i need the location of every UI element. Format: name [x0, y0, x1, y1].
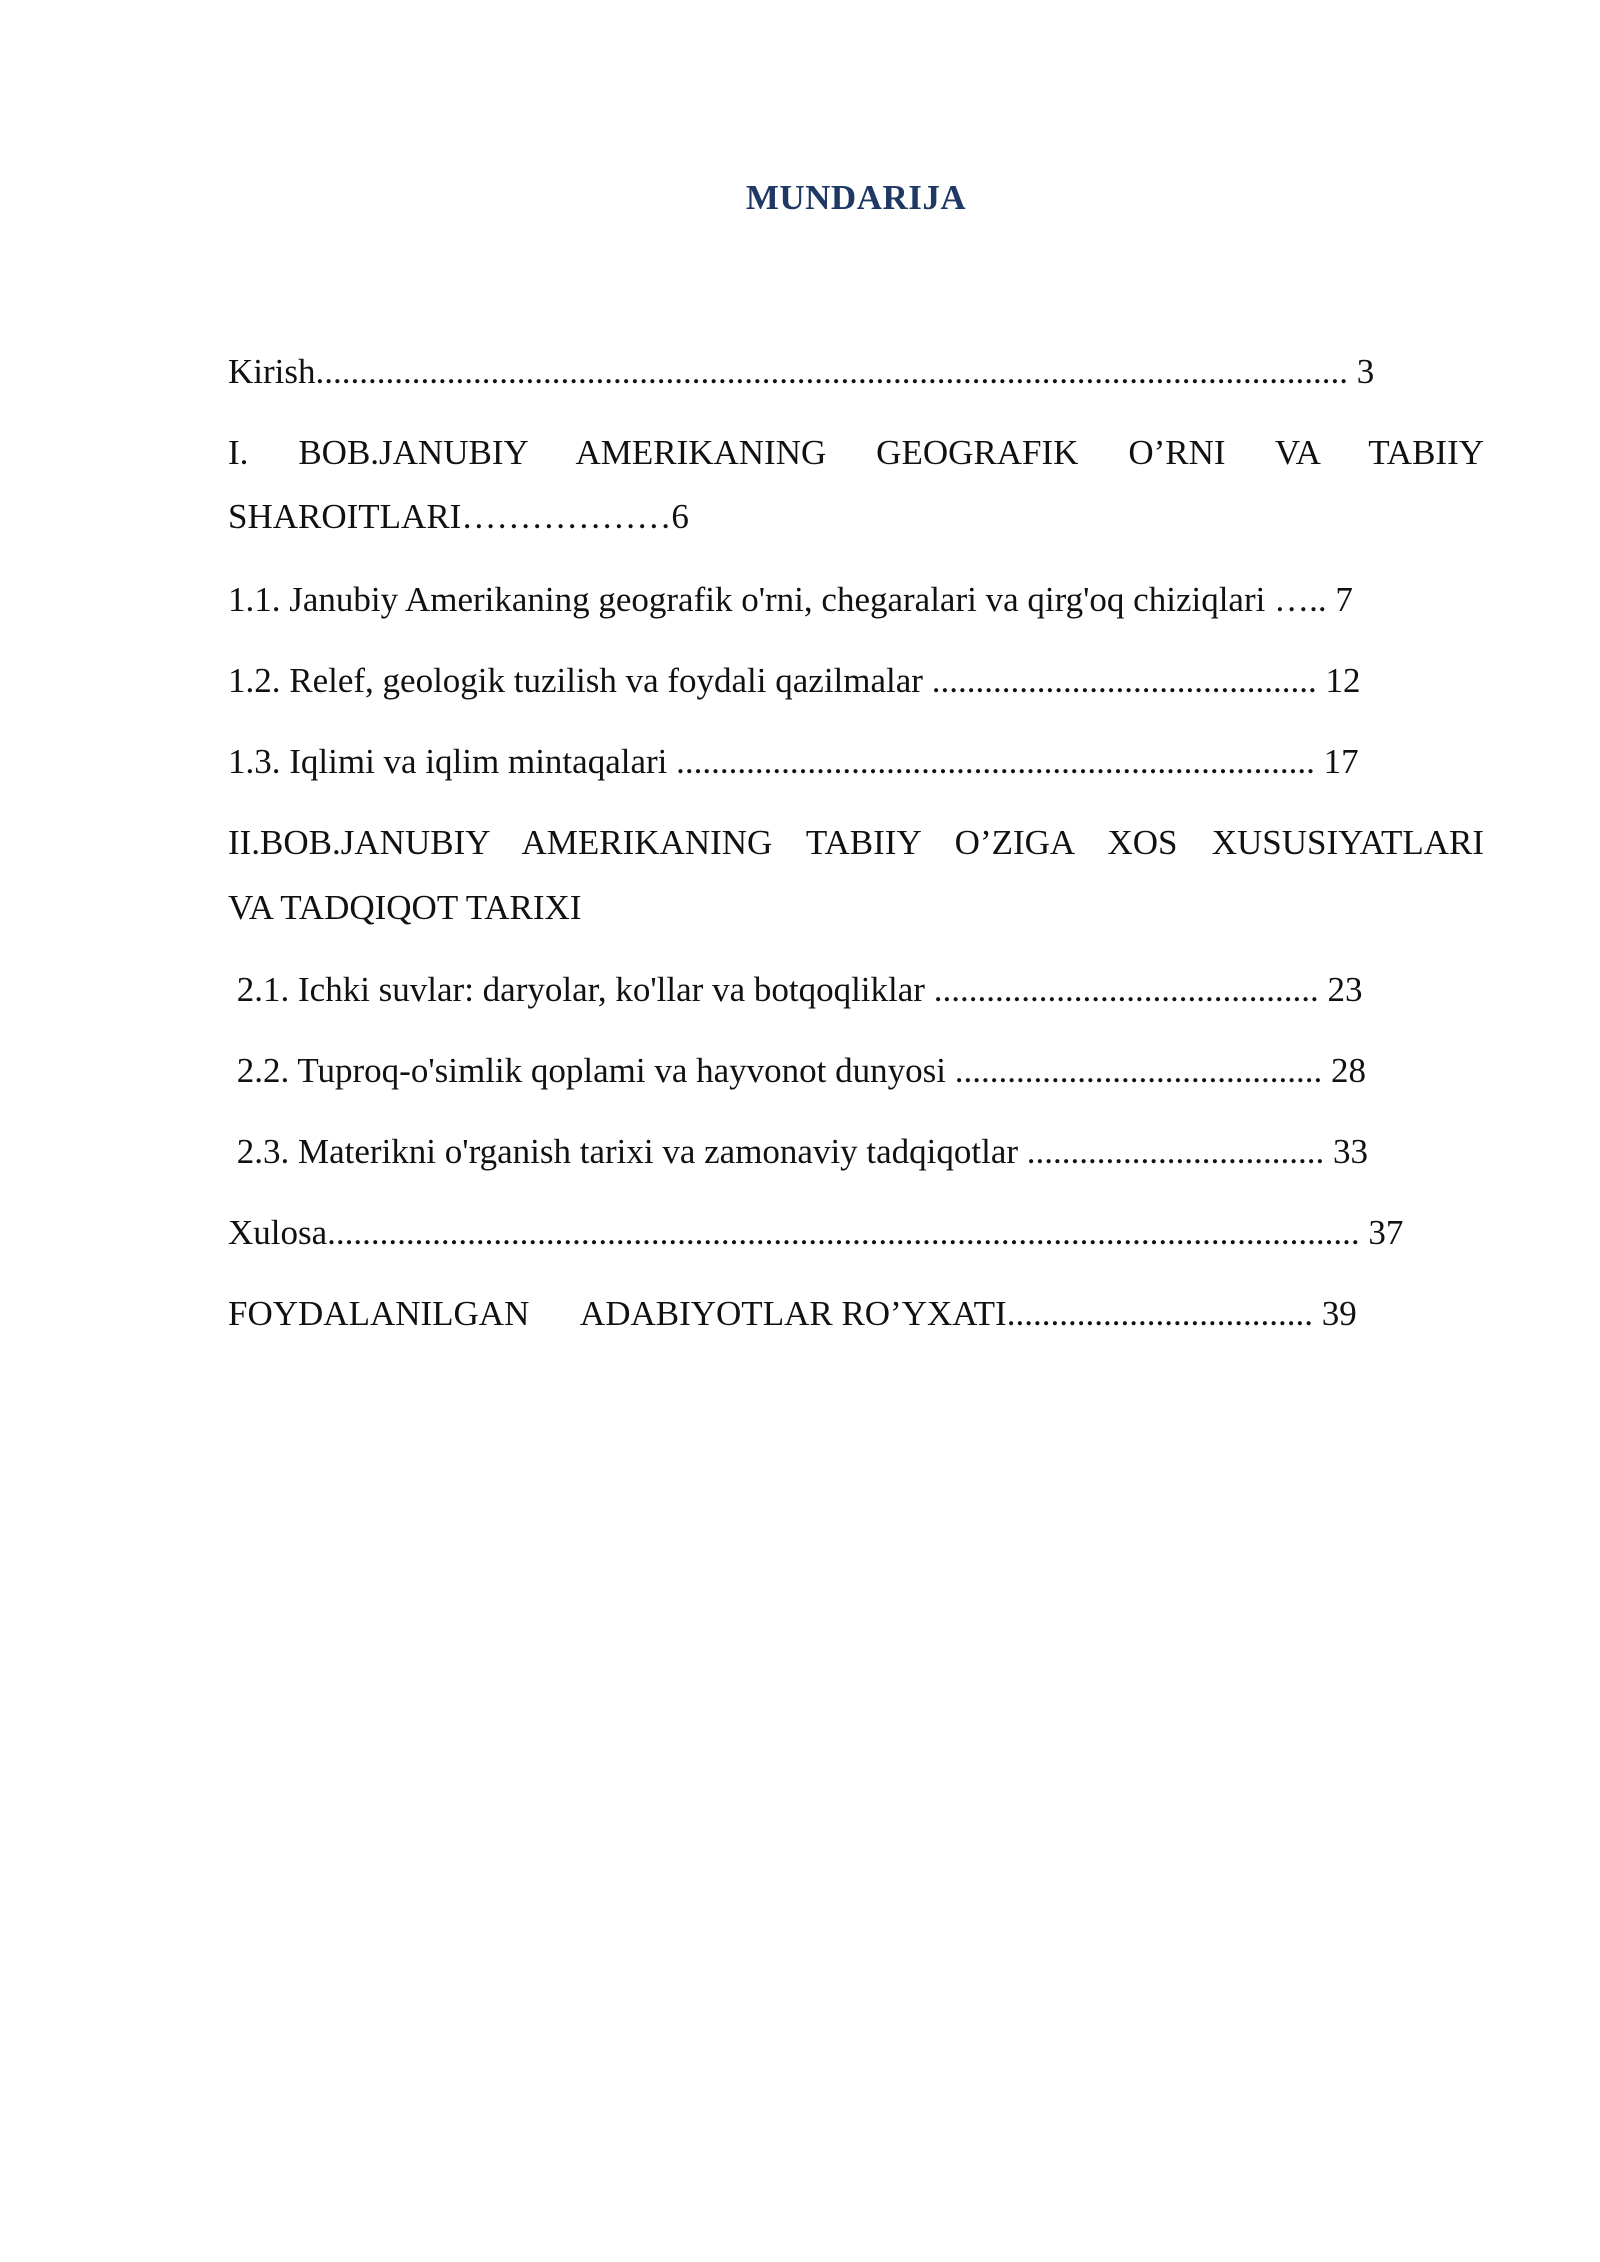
toc-chapter-1-line-2: SHAROITLARI………………6: [228, 497, 689, 536]
toc-chapter-1-line-1: I. BOB.JANUBIY AMERIKANING GEOGRAFIK O’RNI VA TABIIY: [228, 433, 1484, 472]
toc-entry-1-1: 1.1. Janubiy Amerikaning geografik o'rni, chegaralari va qirg'oq chiziqlari ….. 7: [228, 580, 1353, 619]
toc-chapter-2-line-1: II.BOB.JANUBIY AMERIKANING TABIIY O’ZIGA XOS XUSUSIYATLARI: [228, 823, 1484, 862]
page-title: MUNDARIJA: [745, 178, 967, 217]
toc-entry-2-3: 2.3. Materikni o'rganish tarixi va zamonaviy tadqiqotlar .................................. 33: [228, 1132, 1369, 1171]
toc-entry-1-2: 1.2. Relef, geologik tuzilish va foydali qazilmalar ............................................ 12: [228, 661, 1361, 700]
toc-entry-xulosa: Xulosa...................................................................................................................... 37: [228, 1213, 1404, 1252]
toc-entry-2-2: 2.2. Tuproq-o'simlik qoplami va hayvonot dunyosi .......................................... 28: [228, 1051, 1366, 1090]
toc-entry-kirish: Kirish...................................................................................................................... 3: [228, 352, 1375, 391]
toc-chapter-2-line-2: VA TADQIQOT TARIXI: [228, 888, 582, 927]
toc-entry-1-3: 1.3. Iqlimi va iqlim mintaqalari ......................................................................... 17: [228, 742, 1359, 781]
toc-entry-2-1: 2.1. Ichki suvlar: daryolar, ko'llar va botqoqliklar ............................................ 23: [228, 970, 1363, 1009]
toc-entry-foydalanilgan: FOYDALANILGAN ADABIYOTLAR RO’YXATI................................... 39: [228, 1294, 1357, 1333]
